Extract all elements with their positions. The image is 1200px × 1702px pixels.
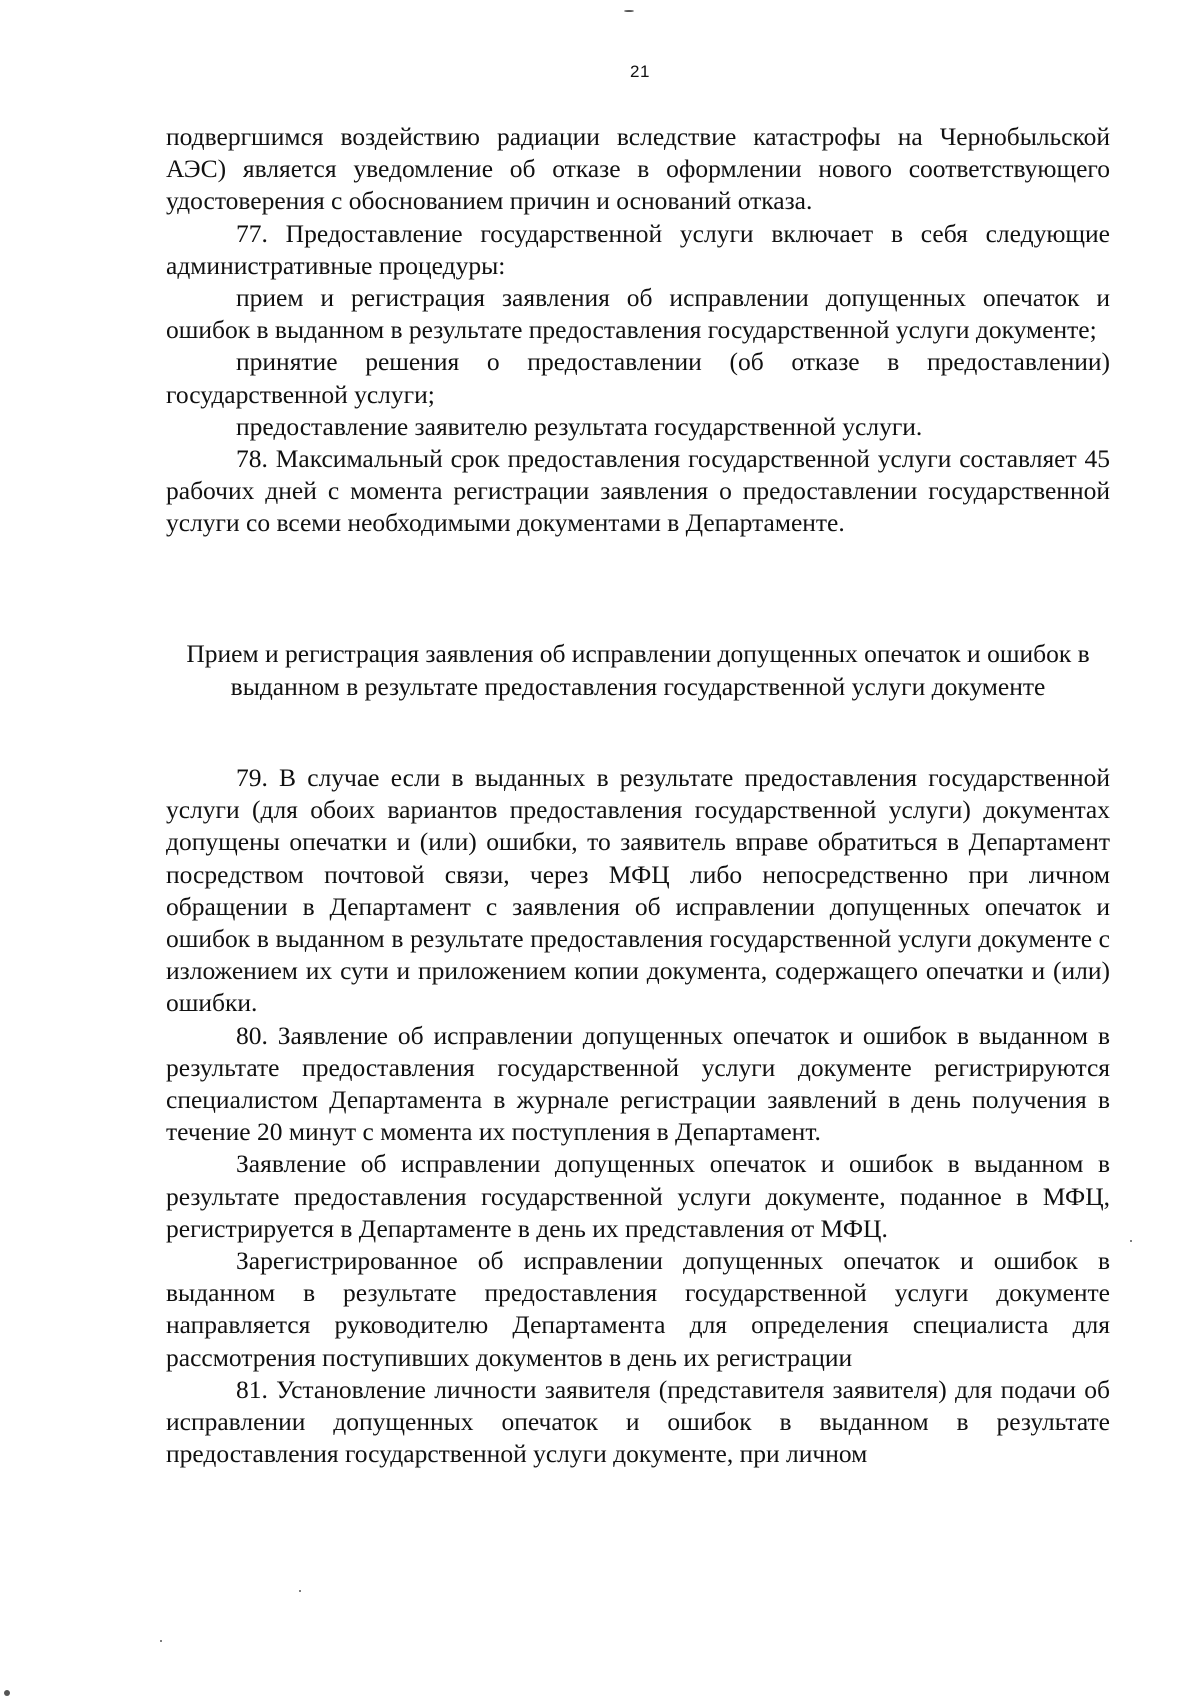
scan-speck xyxy=(624,10,634,12)
paragraph-continuation: подвергшимся воздействию радиации вследствие катастрофы на Чернобыльской АЭС) является уведомление об отказе в оформлении нового соответствующего удостоверения с обоснованием причин и оснований отказа. xyxy=(166,122,1110,216)
scan-speck xyxy=(299,1590,301,1592)
paragraph-80-registered: Зарегистрированное об исправлении допущенных опечаток и ошибок в выданном в результате предоставления государственной услуги документе направляется руководителю Департамента для определения специалиста для рассмотрения поступивших документов в день их регистрации xyxy=(166,1246,1110,1372)
scan-speck xyxy=(160,1640,162,1642)
paragraph-80-mfc: Заявление об исправлении допущенных опечаток и ошибок в выданном в результате предоставления государственной услуги документе, поданное в МФЦ, регистрируется в Департаменте в день их представления от МФЦ. xyxy=(166,1149,1110,1243)
paragraph-80: 80. Заявление об исправлении допущенных опечаток и ошибок в выданном в результате предоставления государственной услуги документе регистрируются специалистом Департамента в журнале регистрации заявлений в день получения в течение 20 минут с момента их поступления в Департамент. xyxy=(166,1020,1110,1147)
scan-speck xyxy=(4,1690,10,1696)
paragraph-79: 79. В случае если в выданных в результате предоставления государственной услуги (для обоих вариантов предоставления государственной услуги) документах допущены опечатки и (или) ошибки, то заявитель вправе обратиться в Департамент посредством почтовой связи, через МФЦ либо непосредственно при личном обращении в Департамент с заявления об исправлении допущенных опечаток и ошибок в выданном в результате предоставления государственной услуги документе с изложением их сути и приложением копии документа, содержащего опечатки и (или) ошибки. xyxy=(166,763,1110,1018)
paragraph-78: 78. Максимальный срок предоставления государственной услуги составляет 45 рабочих дней с момента регистрации заявления о предоставлении государственной услуги со всеми необходимыми документами в Департаменте. xyxy=(166,444,1110,538)
body-text-block-2 xyxy=(166,762,1110,1470)
section-heading: Прием и регистрация заявления об исправлении допущенных опечаток и ошибок в выданном в результате предоставления государственной услуги документе xyxy=(186,639,1090,701)
paragraph-77: 77. Предоставление государственной услуги включает в себя следующие административные процедуры: xyxy=(166,218,1110,280)
scan-speck xyxy=(1130,1240,1132,1242)
paragraph-81: 81. Установление личности заявителя (представителя заявителя) для подачи об исправлении допущенных опечаток и ошибок в выданном в результате предоставления государственной услуги документе, при личном xyxy=(166,1374,1110,1469)
procedure-item-2: принятие решения о предоставлении (об отказе в предоставлении) государственной услуги; xyxy=(166,347,1110,409)
procedure-item-3: предоставление заявителю результата государственной услуги. xyxy=(236,411,923,441)
page-number: 21 xyxy=(630,62,650,81)
body-text-block-1 xyxy=(166,121,1110,540)
procedure-item-1: прием и регистрация заявления об исправлении допущенных опечаток и ошибок в выданном в результате предоставления государственной услуги документе; xyxy=(166,283,1110,345)
